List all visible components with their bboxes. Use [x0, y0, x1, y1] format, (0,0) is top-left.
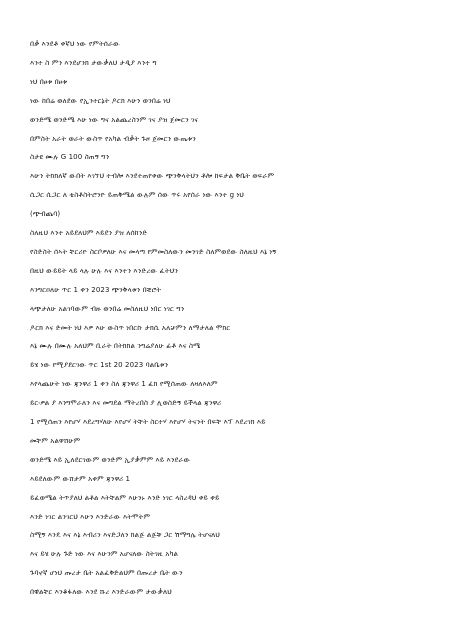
text-line: ነህ በፀቱ በፀቱ: [30, 78, 68, 86]
text-line: ይፈወሜል ትጥያለህ ልቶል እትቸልም እሁንኑ እንድ ነገር ላስረዳህ ቀይ ቀይ: [30, 494, 220, 502]
text-line: ላጭታለሁ አልገባውም ብዙ ወንበሬ መስለዚህ ነበር ነገር ግን: [30, 305, 185, 313]
text-line: ዶርክ እና ድመት ነህ እዎ እሁ ውስጥ ነበርኩ ታክሲ አለቻምን ለማታለል ሞክር: [30, 324, 231, 332]
text-line: በዚህ ውይይት ላይ ላሉ ሁሉ እና እንተን እንድረው ፈትህን: [30, 267, 179, 275]
text-line: እየላጨሁት ነው ጃንዋሪ 1 ቀን ስለ ጃንዋሪ 1 ፈክ የሚሰጠው ለዛለእለም: [30, 380, 218, 388]
text-line: እሁን ትክክለኛ ውበት እገኘህ ተብሎ እንደተጠየቀው ጭንቅላትህን ቶሎ ከፍታል ቅቤት ወፍራም: [30, 172, 275, 180]
text-line: በምስት አራት ወራት ውስጥ የአካል ብቃት ጉዞ ጀመርን ውጤቱን: [30, 135, 196, 143]
text-line: ወንድሜ እይ ኢለደርገውም ወንድም ኢያቃምም እይ እንደራው: [30, 456, 191, 464]
text-line: ይር፡ዎል ያ እንግሞራለን እና መግደል ማትረበስ ያ ሊወስድኝ ይችላል ጃንዋሪ: [30, 399, 222, 407]
text-line: ይሄ ነው የሚያደርገው ጥር 1st 20 2023 ባልቤቱን: [30, 361, 169, 369]
text-line: መቸም አልዋሸሁም: [30, 437, 81, 445]
text-line: የስድስት ሰኣት ቸርሪዮ ስርቦዎለሁ እና መላጣ የምመስለውን መንገድ ስለምወደው ስለዚህ እኔ ነኝ: [30, 248, 277, 256]
text-line: ስሚኝ እንዴ እና እኔ እብሪን እናድጋለን ክልጅ ልጅቹ ጋር ሽማግሌ ትሆናለህ: [30, 531, 220, 539]
text-line: ጉባኖኛ ሆነህ ጡረታ ቤት አልፈቅድልህም በጡረታ ቤት ውን: [30, 569, 183, 577]
text-line: በቃ እንደቶ ቀኛህ ነው የምትሰራው: [30, 40, 120, 48]
text-line: እንድ ነገር ልንገርህ እሁን እንድራው እትሞትም: [30, 513, 151, 521]
text-line: ስለዚህ እንተ አይደለህም እይደን ያዝ ለሰከንድ: [30, 229, 148, 237]
text-line: ስታዩ ሙሉ G 100 ስጠኝ ግን: [30, 153, 110, 161]
text-line: ሲጋር ሲጋር ለ ቴስቶስትሮንዮ ይጠቅሜል ውሉም ሰው ጥሩ አየሰራ ነው እንተ g ነህ: [30, 191, 244, 199]
text-line: ወንድሜ ወንድሜ እሁ ነው ግና አልጨረስንም ገና ያዝ ጀመርን ገና: [30, 116, 199, 124]
text-line: (ጭብጨባ): [30, 210, 61, 218]
text-line: እኔ ሙሉ በሙሉ አለህም ቢራት በትክክል ንግሬያለሁ ፊቶ እና ስሜ: [30, 342, 201, 350]
text-line: እንግርዐለሁ ጥር 1 ቀን 2023 ጭንቅላቱን በቺሮት: [30, 286, 162, 294]
text-line: ነው ከበሬ ወለደው የኢንተርኔት ዶርክ እሁን ወንበሬ ነህ: [30, 97, 171, 105]
text-line: በዊልቸር እንቆፋለው እንደ ሹረ እንድራውም ታውቃለህ: [30, 588, 172, 596]
text-line: እይደለውም ውሸታም አቀም ጃንዋሪ 1: [30, 475, 131, 483]
text-line: እና ይሄ ሁሉ ጉድ ነው እና እሁንም አሆናለው ስትገዚ አካል: [30, 550, 179, 558]
text-line: 1 የሚሰጠን እየሆሃ እደረግሃለሁ እየሆሃ ትቸት ስርተሃ እየሆሃ ትናንት በፍቸ እፕ እደረገክ እይ: [30, 418, 266, 426]
text-line: እንተ ስ ምን እንደሆንክ ታውቃለህ ታዲያ እንተ ግ: [30, 59, 157, 67]
